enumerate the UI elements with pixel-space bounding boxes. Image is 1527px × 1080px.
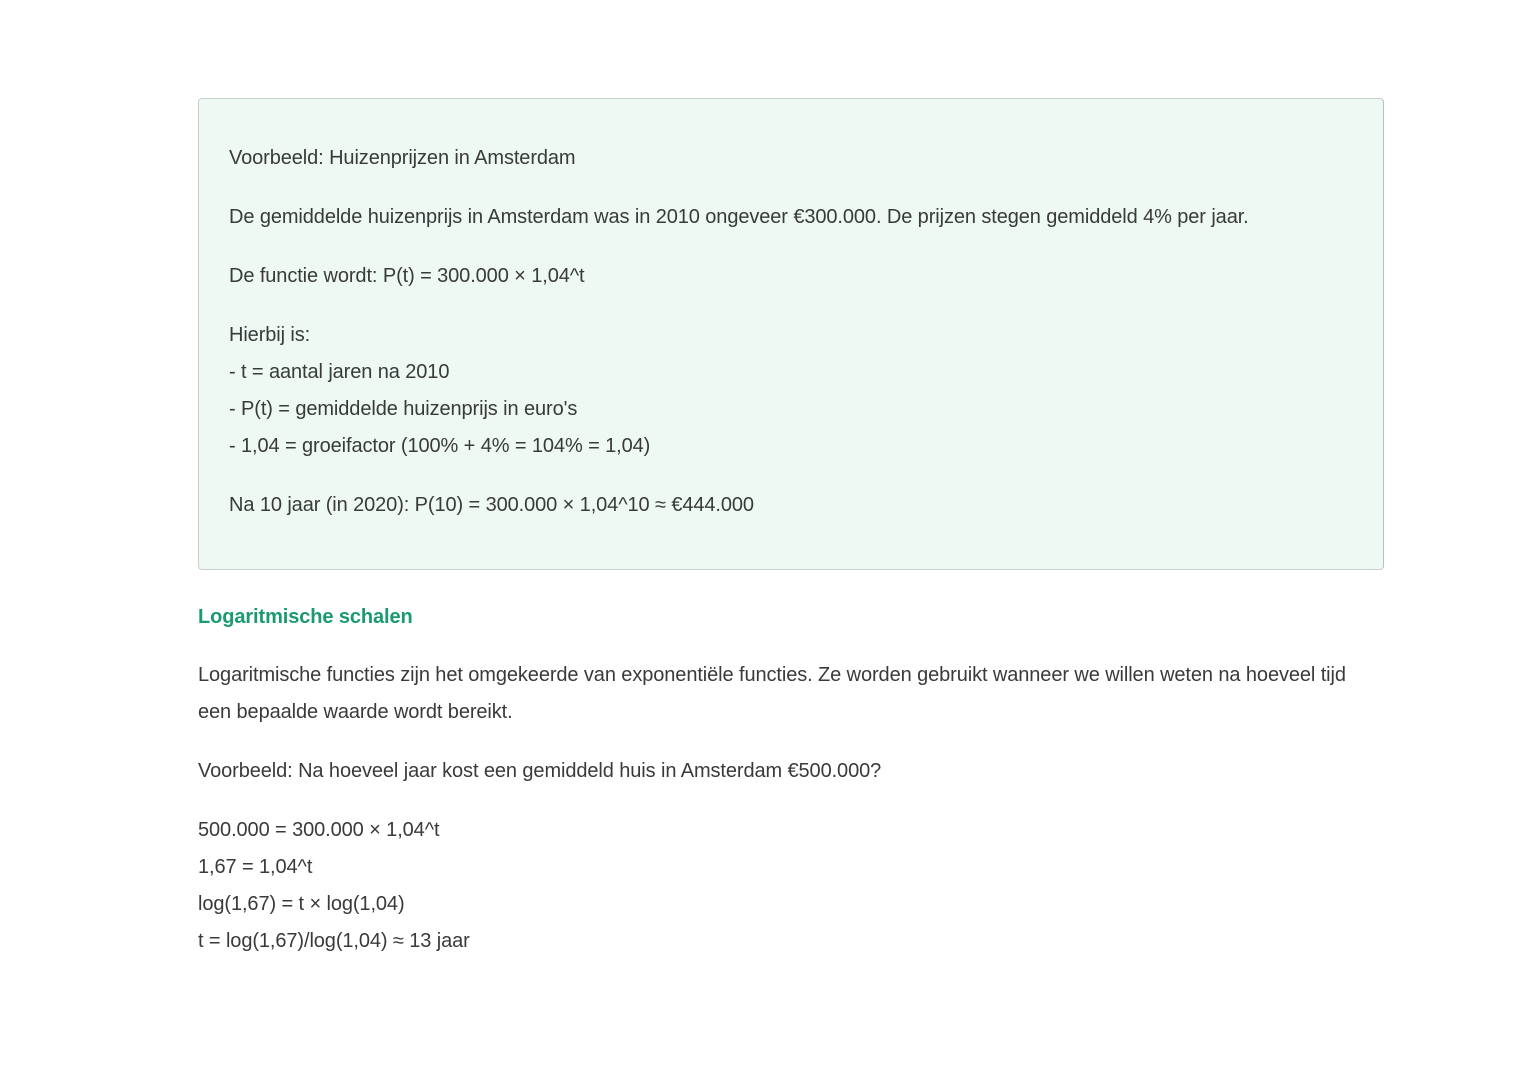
section-heading: Logaritmische schalen: [198, 606, 413, 628]
calculation-step: 500.000 = 300.000 × 1,04^t: [198, 819, 440, 841]
content-column: [198, 98, 1384, 982]
definitions-label: Hierbij is:: [229, 324, 311, 346]
definition-item: - t = aantal jaren na 2010: [229, 361, 450, 383]
example-box-title: Voorbeeld: Huizenprijzen in Amsterdam: [229, 147, 576, 169]
definition-item: - P(t) = gemiddelde huizenprijs in euro's: [229, 398, 578, 420]
example-box-function-line: De functie wordt: P(t) = 300.000 × 1,04^t: [229, 265, 585, 287]
calculation-step: t = log(1,67)/log(1,04) ≈ 13 jaar: [198, 930, 470, 952]
log-section-steps: [198, 812, 1384, 960]
log-section: [198, 599, 1384, 960]
example-box-result-line: Na 10 jaar (in 2020): P(10) = 300.000 × 1,04^10 ≈ €444.000: [229, 494, 754, 516]
log-section-intro: Logaritmische functies zijn het omgekeerde van exponentiële functies. Ze worden gebruikt wanneer we willen weten na hoeveel tijd een bepaalde waarde wordt bereikt.: [198, 664, 1346, 723]
definition-item: - 1,04 = groeifactor (100% + 4% = 104% = 1,04): [229, 435, 651, 457]
calculation-step: log(1,67) = t × log(1,04): [198, 893, 405, 915]
example-box-definitions: [229, 317, 1353, 465]
log-section-question: Voorbeeld: Na hoeveel jaar kost een gemiddeld huis in Amsterdam €500.000?: [198, 760, 882, 782]
example-box: [198, 98, 1384, 570]
calculation-step: 1,67 = 1,04^t: [198, 856, 313, 878]
example-box-intro: De gemiddelde huizenprijs in Amsterdam was in 2010 ongeveer €300.000. De prijzen stegen gemiddeld 4% per jaar.: [229, 206, 1249, 228]
